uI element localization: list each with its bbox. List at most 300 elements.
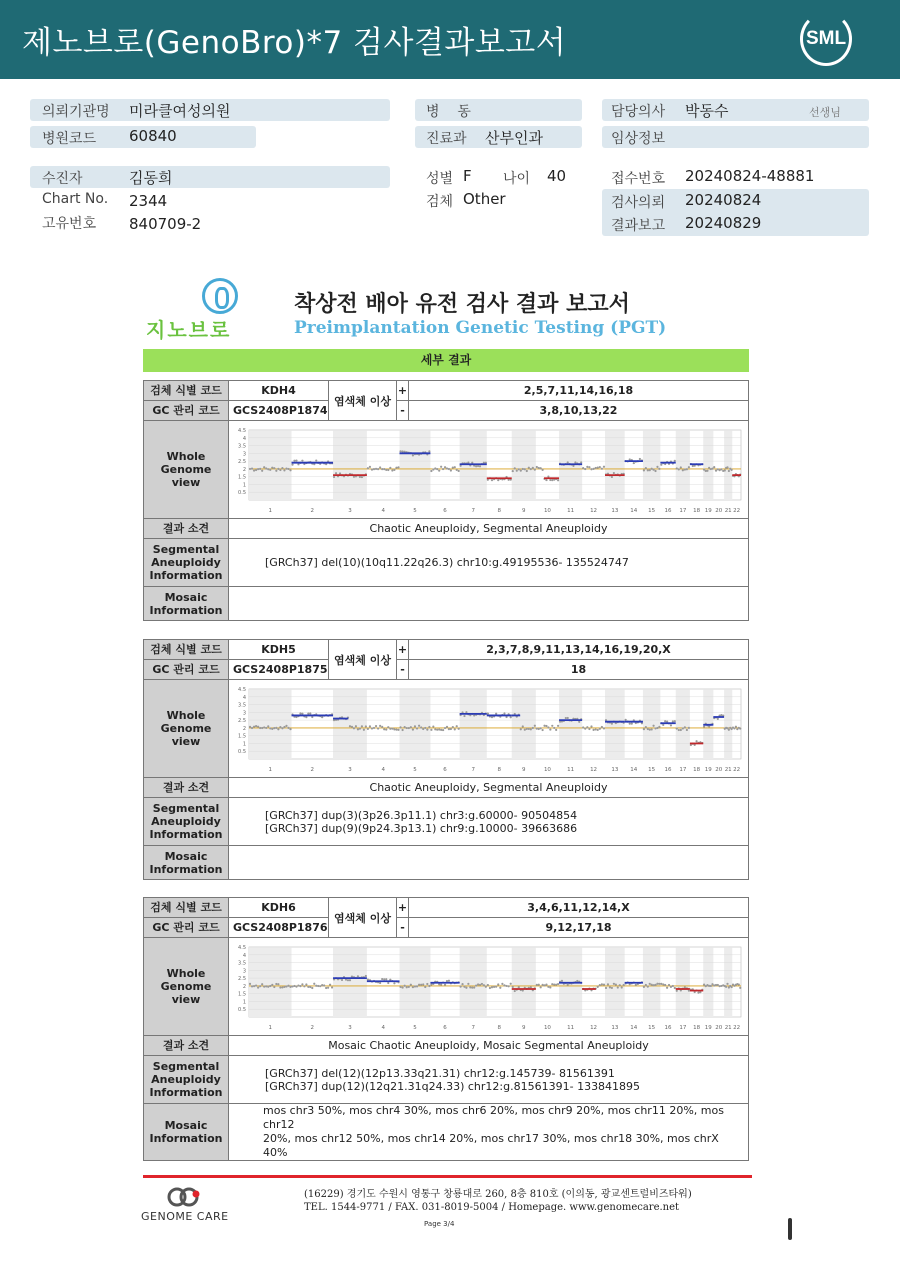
cnv-point bbox=[538, 983, 540, 985]
cnv-point bbox=[599, 727, 601, 729]
chromosome-band bbox=[333, 430, 367, 500]
x-tick-label: 13 bbox=[611, 766, 619, 773]
x-tick-label: 6 bbox=[443, 507, 447, 514]
cnv-point bbox=[645, 467, 647, 469]
x-tick-label: 19 bbox=[704, 1024, 712, 1031]
genome-view-label: Whole Genome view bbox=[144, 938, 229, 1036]
cnv-point bbox=[367, 727, 369, 729]
cnv-point bbox=[420, 726, 422, 728]
cnv-point bbox=[469, 986, 471, 988]
cnv-point bbox=[387, 468, 389, 470]
x-tick-label: 18 bbox=[693, 507, 701, 514]
cnv-point bbox=[359, 475, 361, 477]
cnv-point bbox=[263, 466, 265, 468]
doctor-label: 담당의사 bbox=[611, 104, 666, 120]
gc-code-value: GCS2408P1874 bbox=[229, 401, 329, 421]
cnv-point bbox=[545, 724, 547, 726]
cnv-point bbox=[379, 981, 381, 983]
cnv-point bbox=[420, 983, 422, 985]
cnv-point bbox=[603, 983, 605, 985]
cnv-point bbox=[599, 983, 601, 985]
genobro-logo-text: 지노브로 bbox=[146, 318, 232, 342]
cnv-point bbox=[261, 469, 263, 471]
cnv-point bbox=[458, 727, 460, 729]
genome-view-label: Whole Genome view bbox=[144, 421, 229, 519]
cnv-point bbox=[399, 985, 401, 987]
cnv-point bbox=[684, 468, 686, 470]
doctor-value: 박동수 bbox=[685, 102, 729, 120]
cnv-point bbox=[357, 728, 359, 730]
cnv-point bbox=[375, 724, 377, 726]
cnv-point bbox=[438, 728, 440, 730]
cnv-point bbox=[654, 727, 656, 729]
cnv-point bbox=[553, 726, 555, 728]
gain-chromosomes: 3,4,6,11,12,14,X bbox=[409, 898, 749, 918]
cnv-point bbox=[726, 466, 728, 468]
cnv-point bbox=[347, 979, 349, 981]
cnv-point bbox=[251, 985, 253, 987]
name-pill bbox=[30, 166, 390, 188]
cnv-point bbox=[508, 985, 510, 987]
y-tick-label: 1 bbox=[242, 998, 246, 1005]
cnv-point bbox=[662, 983, 664, 985]
cnv-point bbox=[412, 986, 414, 988]
cnv-point bbox=[658, 467, 660, 469]
x-tick-label: 3 bbox=[348, 766, 352, 773]
cnv-point bbox=[315, 459, 317, 461]
cnv-point bbox=[311, 986, 313, 988]
cnv-point bbox=[536, 465, 538, 467]
cnv-point bbox=[503, 984, 505, 986]
cnv-point bbox=[493, 985, 495, 987]
cnv-point bbox=[269, 727, 271, 729]
cnv-point bbox=[389, 727, 391, 729]
segmental-value bbox=[229, 1056, 749, 1104]
cnv-point bbox=[267, 468, 269, 470]
cnv-point bbox=[444, 983, 446, 985]
cnv-point bbox=[717, 717, 719, 719]
receipt-value: 20240824-48881 bbox=[685, 167, 815, 185]
cnv-point bbox=[271, 983, 273, 985]
chromosome-band bbox=[703, 947, 713, 1017]
cnv-point bbox=[697, 991, 699, 993]
finding-value: Mosaic Chaotic Aneuploidy, Mosaic Segmental Aneuploidy bbox=[229, 1036, 749, 1056]
cnv-point bbox=[323, 984, 325, 986]
cnv-point bbox=[549, 986, 551, 988]
cnv-point bbox=[303, 985, 305, 987]
cnv-point bbox=[485, 985, 487, 987]
scroll-handle[interactable] bbox=[788, 1218, 792, 1240]
y-tick-label: 1.5 bbox=[238, 733, 246, 740]
cnv-point bbox=[442, 467, 444, 469]
cnv-point bbox=[440, 728, 442, 730]
cnv-point bbox=[623, 983, 625, 985]
cnv-point bbox=[456, 725, 458, 727]
y-tick-label: 0.5 bbox=[238, 1006, 246, 1013]
chromosome-band bbox=[400, 430, 431, 500]
y-tick-label: 0.5 bbox=[238, 489, 246, 496]
cnv-point bbox=[430, 469, 432, 471]
cnv-point bbox=[711, 467, 713, 469]
cnv-point bbox=[538, 727, 540, 729]
genome-chart-cell bbox=[229, 680, 749, 778]
chromosome-band bbox=[724, 689, 732, 759]
segmental-line: [GRCh37] dup(9)(9p24.3p13.1) chr9:g.10000- 39663686 bbox=[265, 821, 578, 835]
x-tick-label: 5 bbox=[413, 507, 417, 514]
cnv-point bbox=[275, 726, 277, 728]
y-tick-label: 1.5 bbox=[238, 991, 246, 998]
cnv-point bbox=[633, 461, 635, 463]
cnv-point bbox=[724, 469, 726, 471]
cnv-point bbox=[408, 726, 410, 728]
y-tick-label: 4.5 bbox=[238, 686, 246, 693]
cnv-point bbox=[377, 727, 379, 729]
page-number: Page 3/4 bbox=[424, 1220, 455, 1228]
cnv-point bbox=[643, 985, 645, 987]
cnv-point bbox=[295, 985, 297, 987]
cnv-point bbox=[609, 986, 611, 988]
x-tick-label: 16 bbox=[664, 1024, 672, 1031]
x-tick-label: 12 bbox=[590, 766, 598, 773]
x-tick-label: 4 bbox=[381, 1024, 385, 1031]
sex-value: F bbox=[463, 167, 472, 185]
cnv-point bbox=[565, 716, 567, 718]
cnv-point bbox=[532, 726, 534, 728]
cnv-point bbox=[249, 725, 251, 727]
cnv-point bbox=[393, 468, 395, 470]
y-tick-label: 4 bbox=[242, 694, 246, 701]
cnv-point bbox=[277, 983, 279, 985]
y-tick-label: 3.5 bbox=[238, 443, 246, 450]
x-tick-label: 14 bbox=[630, 507, 638, 514]
cnv-point bbox=[674, 459, 676, 461]
cnv-point bbox=[505, 984, 507, 986]
cnv-point bbox=[283, 725, 285, 727]
cnv-point bbox=[481, 982, 483, 984]
cnv-point bbox=[658, 725, 660, 727]
cnv-point bbox=[530, 986, 532, 988]
cnv-point bbox=[448, 728, 450, 730]
cnv-point bbox=[635, 983, 637, 985]
cnv-point bbox=[611, 986, 613, 988]
cnv-point bbox=[654, 469, 656, 471]
cnv-point bbox=[590, 725, 592, 727]
gain-sign: + bbox=[397, 640, 409, 660]
cnv-point bbox=[275, 469, 277, 471]
chromosome-band bbox=[643, 430, 660, 500]
genome-care-logo bbox=[141, 1186, 241, 1226]
cnv-point bbox=[715, 469, 717, 471]
segmental-value bbox=[229, 798, 749, 846]
cnv-point bbox=[428, 984, 430, 986]
cnv-point bbox=[678, 728, 680, 730]
cnv-point bbox=[263, 726, 265, 728]
cnv-point bbox=[261, 983, 263, 985]
pgt-report-subtitle: Preimplantation Genetic Testing (PGT) bbox=[294, 318, 667, 338]
cnv-point bbox=[656, 982, 658, 984]
chromosome-band bbox=[249, 947, 292, 1017]
cnv-point bbox=[379, 724, 381, 726]
cnv-point bbox=[397, 466, 399, 468]
chromosome-band bbox=[724, 430, 732, 500]
cnv-point bbox=[271, 466, 273, 468]
cnv-point bbox=[731, 985, 733, 987]
cnv-point bbox=[613, 982, 615, 984]
cnv-point bbox=[540, 727, 542, 729]
cnv-point bbox=[599, 465, 601, 467]
cnv-point bbox=[611, 722, 613, 724]
cnv-point bbox=[582, 467, 584, 469]
mosaic-value bbox=[229, 846, 749, 880]
chromosome-band bbox=[643, 947, 660, 1017]
cnv-point bbox=[649, 982, 651, 984]
cnv-point bbox=[465, 986, 467, 988]
mosaic-line: mos chr3 50%, mos chr4 30%, mos chr6 20%, mos chr9 20%, mos chr11 20%, mos chr12 bbox=[263, 1104, 724, 1131]
cnv-point bbox=[684, 986, 686, 988]
sample-id-label: 검체 식별 코드 bbox=[144, 381, 229, 401]
cnv-point bbox=[319, 985, 321, 987]
x-tick-label: 19 bbox=[704, 766, 712, 773]
cnv-point bbox=[491, 986, 493, 988]
cnv-point bbox=[728, 728, 730, 730]
x-tick-label: 3 bbox=[348, 1024, 352, 1031]
mosaic-label: Mosaic Information bbox=[144, 587, 229, 621]
cnv-point bbox=[491, 479, 493, 481]
cnv-point bbox=[249, 982, 251, 984]
finding-label: 결과 소견 bbox=[144, 519, 229, 539]
cnv-point bbox=[551, 724, 553, 726]
cnv-point bbox=[463, 985, 465, 987]
cnv-point bbox=[339, 472, 341, 474]
y-tick-label: 4 bbox=[242, 435, 246, 442]
x-tick-label: 14 bbox=[630, 766, 638, 773]
clinical-label: 임상정보 bbox=[611, 131, 666, 147]
cnv-point bbox=[267, 725, 269, 727]
cnv-point bbox=[373, 726, 375, 728]
age-value: 40 bbox=[547, 167, 567, 185]
x-tick-label: 1 bbox=[268, 766, 273, 773]
cnv-point bbox=[676, 727, 678, 729]
cnv-point bbox=[355, 725, 357, 727]
cnv-point bbox=[549, 478, 551, 480]
cnv-point bbox=[497, 479, 499, 481]
cnv-point bbox=[430, 728, 432, 730]
cnv-point bbox=[249, 467, 251, 469]
cnv-point bbox=[731, 468, 733, 470]
cnv-point bbox=[406, 986, 408, 988]
cnv-point bbox=[592, 728, 594, 730]
chromosome-band bbox=[676, 430, 690, 500]
cnv-point bbox=[273, 467, 275, 469]
cnv-point bbox=[251, 726, 253, 728]
cnv-point bbox=[325, 986, 327, 988]
cnv-point bbox=[305, 983, 307, 985]
cnv-point bbox=[410, 726, 412, 728]
cnv-point bbox=[651, 983, 653, 985]
cnv-point bbox=[279, 468, 281, 470]
cnv-point bbox=[713, 466, 715, 468]
cnv-point bbox=[524, 468, 526, 470]
chromosome-band bbox=[703, 430, 713, 500]
cnv-point bbox=[404, 984, 406, 986]
cnv-point bbox=[393, 982, 395, 984]
cnv-point bbox=[580, 461, 582, 463]
genome-chart-cell bbox=[229, 938, 749, 1036]
x-tick-label: 21 bbox=[724, 766, 732, 773]
cnv-point bbox=[357, 975, 359, 977]
cnv-point bbox=[454, 728, 456, 730]
cnv-point bbox=[688, 466, 690, 468]
segmental-line: [GRCh37] dup(12)(12q21.31q24.33) chr12:g.81561391- 133841895 bbox=[265, 1079, 641, 1093]
cnv-point bbox=[549, 728, 551, 730]
cnv-point bbox=[389, 466, 391, 468]
cnv-point bbox=[674, 986, 676, 988]
chromosome-band bbox=[249, 430, 292, 500]
gain-sign: + bbox=[397, 381, 409, 401]
x-tick-label: 15 bbox=[648, 1024, 656, 1031]
cnv-point bbox=[428, 725, 430, 727]
cnv-point bbox=[588, 727, 590, 729]
contact-line: TEL. 1544-9771 / FAX. 031-8019-5004 / Homepage. www.genomecare.net bbox=[304, 1202, 680, 1213]
loss-chromosomes: 9,12,17,18 bbox=[409, 918, 749, 938]
x-tick-label: 6 bbox=[443, 1024, 447, 1031]
name-label: 수진자 bbox=[42, 171, 83, 187]
x-tick-label: 8 bbox=[497, 507, 502, 514]
detail-results-header: 세부 결과 bbox=[143, 349, 749, 372]
cnv-point bbox=[383, 728, 385, 730]
cnv-point bbox=[410, 983, 412, 985]
gain-chromosomes: 2,5,7,11,14,16,18 bbox=[409, 381, 749, 401]
cnv-point bbox=[703, 983, 705, 985]
x-tick-label: 5 bbox=[413, 1024, 417, 1031]
cnv-point bbox=[309, 985, 311, 987]
cnv-point bbox=[631, 722, 633, 724]
cnv-point bbox=[385, 978, 387, 980]
cnv-point bbox=[442, 728, 444, 730]
ward-label: 병 동 bbox=[426, 104, 471, 120]
gc-code-label: GC 관리 코드 bbox=[144, 660, 229, 680]
cnv-point bbox=[540, 986, 542, 988]
specimen-value: Other bbox=[463, 190, 506, 208]
cnv-point bbox=[285, 724, 287, 726]
cnv-point bbox=[269, 984, 271, 986]
cnv-point bbox=[436, 468, 438, 470]
cnv-point bbox=[601, 983, 603, 985]
cnv-point bbox=[395, 466, 397, 468]
cnv-point bbox=[291, 463, 293, 465]
cnv-point bbox=[287, 984, 289, 986]
y-tick-label: 2.5 bbox=[238, 975, 246, 982]
cnv-point bbox=[416, 727, 418, 729]
x-tick-label: 2 bbox=[310, 766, 315, 773]
chromosome-band bbox=[559, 689, 582, 759]
plot-area bbox=[249, 430, 741, 500]
hosp-code-label: 병원코드 bbox=[42, 131, 97, 147]
cnv-point bbox=[399, 726, 401, 728]
cnv-point bbox=[660, 463, 662, 465]
cnv-point bbox=[582, 726, 584, 728]
cnv-point bbox=[349, 725, 351, 727]
cnv-point bbox=[289, 985, 291, 987]
cnv-point bbox=[536, 727, 538, 729]
mosaic-label: Mosaic Information bbox=[144, 846, 229, 880]
cnv-point bbox=[647, 985, 649, 987]
cnv-point bbox=[682, 469, 684, 471]
x-tick-label: 20 bbox=[715, 766, 723, 773]
cnv-point bbox=[430, 983, 432, 985]
age-label: 나이 bbox=[503, 171, 531, 187]
x-tick-label: 9 bbox=[522, 1024, 526, 1031]
cnv-point bbox=[686, 468, 688, 470]
cnv-point bbox=[516, 469, 518, 471]
cnv-point bbox=[363, 728, 365, 730]
cnv-point bbox=[273, 985, 275, 987]
cnv-point bbox=[381, 468, 383, 470]
cnv-point bbox=[652, 724, 654, 726]
cnv-point bbox=[414, 985, 416, 987]
x-tick-label: 2 bbox=[310, 1024, 315, 1031]
cnv-point bbox=[393, 728, 395, 730]
x-tick-label: 5 bbox=[413, 766, 417, 773]
cnv-point bbox=[285, 985, 287, 987]
cnv-point bbox=[670, 985, 672, 987]
cnv-point bbox=[664, 983, 666, 985]
x-tick-label: 15 bbox=[648, 507, 656, 514]
cnv-point bbox=[530, 468, 532, 470]
cnv-point bbox=[561, 979, 563, 981]
cnv-point bbox=[545, 983, 547, 985]
cnv-point bbox=[446, 467, 448, 469]
chromosome-band bbox=[605, 947, 625, 1017]
genome-care-logo-text: GENOME CARE bbox=[141, 1210, 229, 1223]
x-tick-label: 12 bbox=[590, 507, 598, 514]
cnv-point bbox=[299, 985, 301, 987]
cnv-point bbox=[349, 979, 351, 981]
x-tick-label: 1 bbox=[268, 507, 273, 514]
cnv-point bbox=[307, 985, 309, 987]
finding-value: Chaotic Aneuploidy, Segmental Aneuploidy bbox=[229, 778, 749, 798]
cnv-point bbox=[257, 986, 259, 988]
cnv-point bbox=[367, 467, 369, 469]
cnv-point bbox=[297, 984, 299, 986]
cnv-point bbox=[682, 727, 684, 729]
cnv-point bbox=[695, 740, 697, 742]
cnv-point bbox=[369, 725, 371, 727]
request-label: 검사의뢰 bbox=[611, 195, 666, 211]
y-tick-label: 2.5 bbox=[238, 458, 246, 465]
y-tick-label: 1.5 bbox=[238, 474, 246, 481]
cnv-point bbox=[434, 728, 436, 730]
cnv-point bbox=[438, 469, 440, 471]
cnv-point bbox=[265, 726, 267, 728]
cnv-point bbox=[259, 467, 261, 469]
chromosome-band bbox=[643, 689, 660, 759]
sample-id-value: KDH4 bbox=[229, 381, 329, 401]
cnv-point bbox=[401, 450, 403, 452]
segmental-label: Segmental Aneuploidy Information bbox=[144, 539, 229, 587]
cnv-point bbox=[307, 712, 309, 714]
x-tick-label: 22 bbox=[733, 766, 741, 773]
segmental-value bbox=[229, 539, 749, 587]
cnv-point bbox=[383, 468, 385, 470]
cnv-point bbox=[487, 983, 489, 985]
x-tick-label: 4 bbox=[381, 507, 385, 514]
cnv-point bbox=[452, 725, 454, 727]
cnv-point bbox=[261, 726, 263, 728]
cnv-point bbox=[387, 981, 389, 983]
x-tick-label: 17 bbox=[679, 766, 687, 773]
gc-code-label: GC 관리 코드 bbox=[144, 401, 229, 421]
